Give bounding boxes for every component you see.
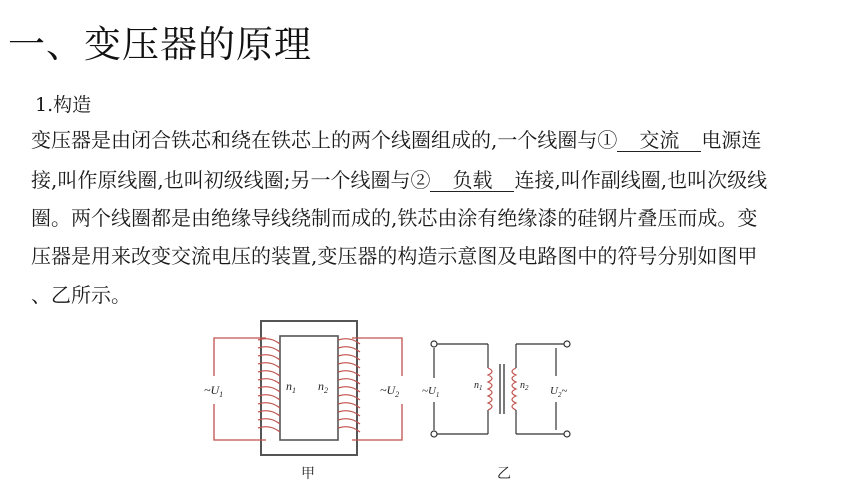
n2-label: $n_2$ [318,379,328,395]
line-2-text-before: 接,叫作原线圈,也叫初级线圈;另一个线圈与② [31,168,431,192]
n1-label: $n_1$ [286,379,296,395]
fill-blank-1-answer: 交流 [639,128,680,152]
fill-blank-2-answer: 负载 [452,168,493,192]
u2-label: $U_2\sim$ [550,385,568,399]
n2-label: $n_2$ [520,380,529,392]
paragraph-line-3: 圈。两个线圈都是由绝缘导线绕制而成的,铁芯由涂有绝缘漆的硅钢片叠压而成。变 [31,206,758,230]
page-title: 一、变压器的原理 [8,23,312,66]
u1-label: $\sim U_1$ [204,383,224,399]
u2-label: $\sim U_2$ [380,383,400,399]
fill-blank-1 [617,129,701,152]
transformer-circuit-symbol [420,330,585,484]
secondary-coil-symbol [512,368,516,410]
primary-coil-symbol [488,368,492,410]
section-heading: 1.构造 [35,94,92,116]
line-1-text-before: 变压器是由闭合铁芯和绕在铁芯上的两个线圈组成的,一个线圈与① [31,128,618,152]
paragraph-line-5: 、乙所示。 [31,283,131,307]
transformer-structure-diagram [200,318,415,484]
paragraph-line-1 [31,126,821,154]
n1-label: $n_1$ [474,380,483,392]
line-2-text-after: 连接,叫作副线圈,也叫次级线 [514,168,768,192]
paragraph-line-2 [31,166,821,194]
line-1-text-after: 电源连 [701,128,762,152]
primary-wires [214,338,402,440]
figure-jia-caption: 甲 [301,467,315,482]
figure-yi-caption: 乙 [497,467,511,482]
u1-label: $\sim U_1$ [422,385,440,399]
fill-blank-2 [430,169,514,192]
paragraph-line-4: 压器是用来改变交流电压的装置,变压器的构造示意图及电路图中的符号分别如图甲 [31,244,758,268]
